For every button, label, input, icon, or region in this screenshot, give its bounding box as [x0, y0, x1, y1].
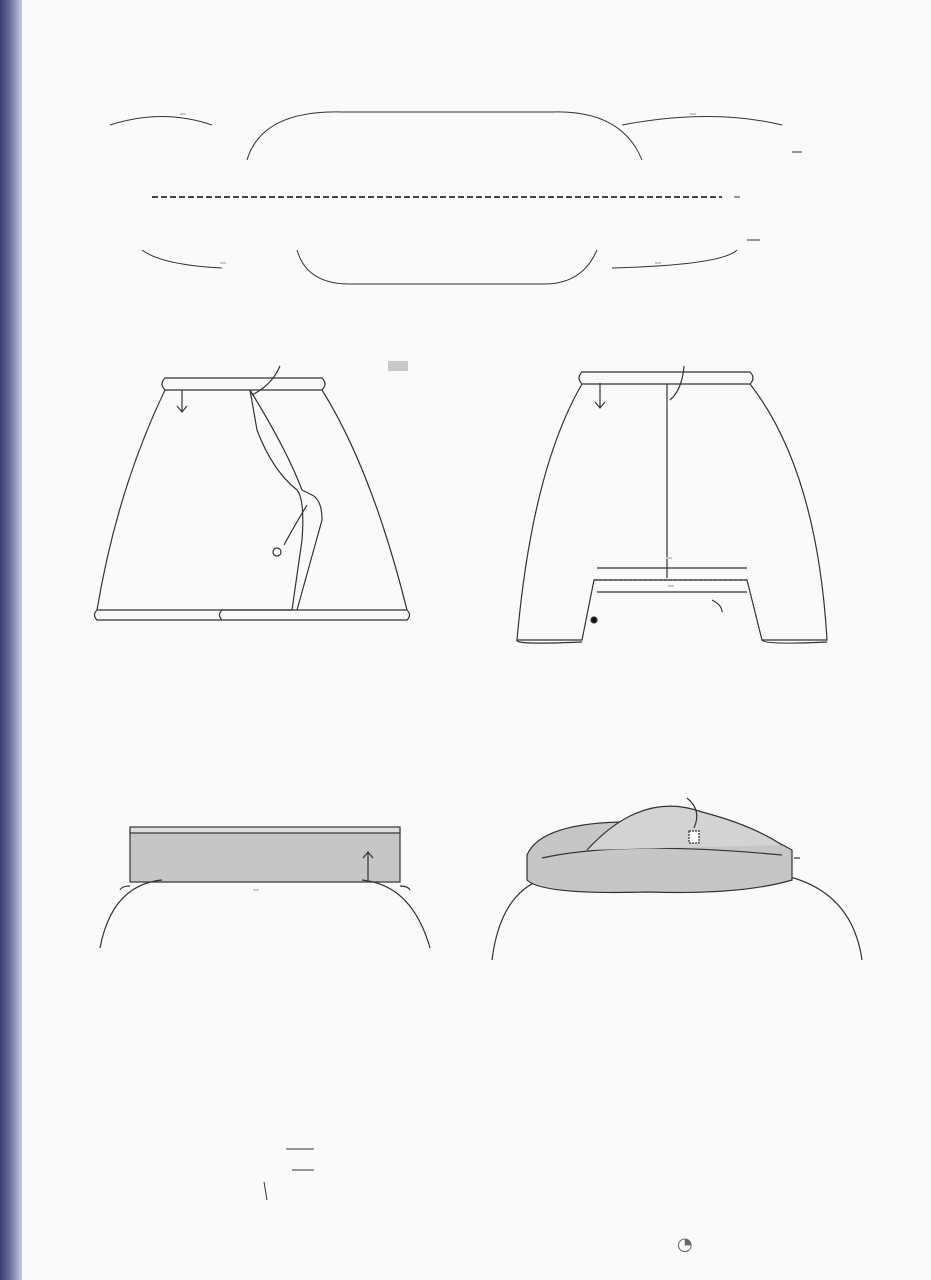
waist-stitches-l [253, 889, 259, 891]
pants-a-outline [95, 366, 410, 620]
legend-swatch [388, 361, 408, 371]
watermark-logo-icon: ◔ [677, 1234, 693, 1255]
book-spine-shadow [0, 0, 22, 1280]
bracket-upper-left [110, 117, 212, 126]
pattern-drawings [22, 0, 931, 1280]
pattern-page [22, 0, 931, 1280]
waist-finish-drawing [492, 798, 862, 960]
bracket-lower-right [612, 250, 737, 268]
label-lower-left-l [220, 262, 226, 264]
pants-b-crotch-bottom-l [668, 585, 674, 587]
label-lower-right-l [655, 262, 661, 264]
pants-b-crotch-top-l [666, 557, 672, 559]
bracket-upper-right [622, 117, 782, 126]
label-upper-left-l [180, 113, 186, 115]
bracket-lower-center [297, 250, 597, 284]
legend-line-1 [386, 360, 410, 371]
label-upper-right-l [690, 113, 696, 115]
pants-b-outline [517, 366, 827, 643]
chart-leaders [264, 1149, 314, 1200]
bracket-upper-center [247, 112, 642, 160]
waist-band-drawing [100, 827, 430, 948]
bracket-lower-left [142, 250, 222, 268]
